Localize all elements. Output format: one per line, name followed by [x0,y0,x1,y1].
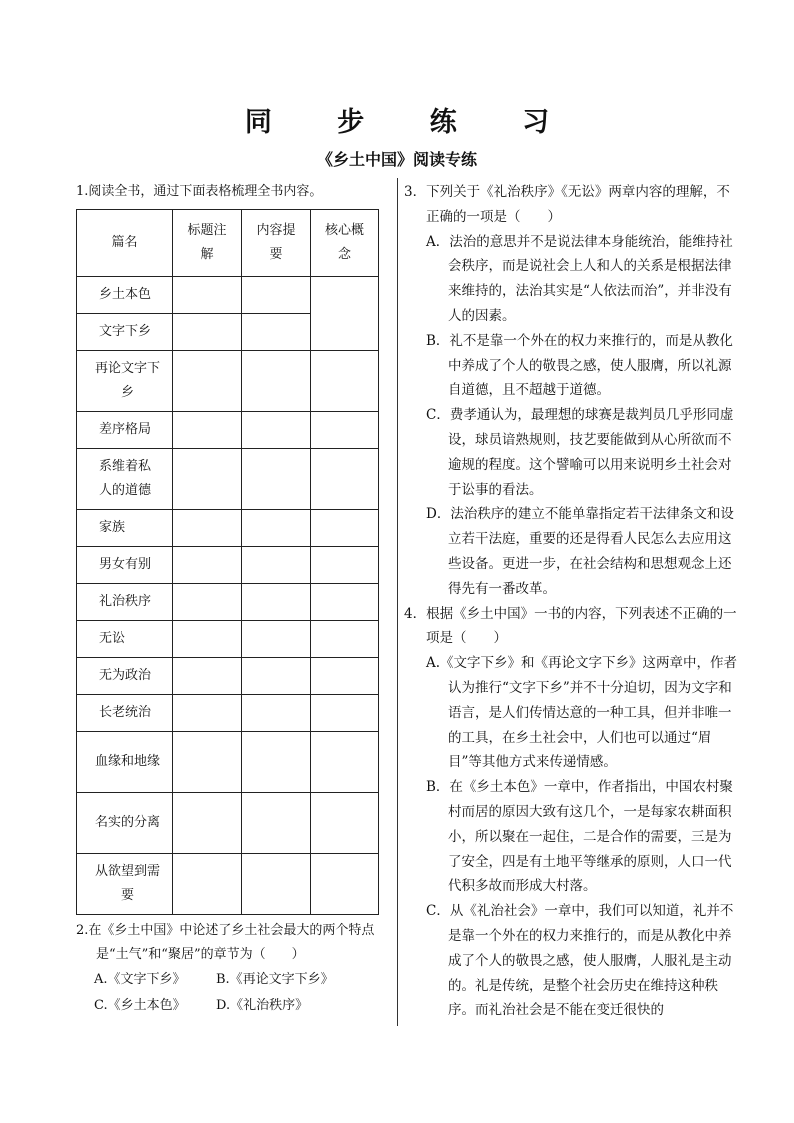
table-header-cell: 内容提要 [242,210,311,277]
answer-cell[interactable] [311,854,379,915]
answer-cell[interactable] [173,854,242,915]
question-2-option-b[interactable]: B.《再论文字下乡》 [216,972,334,987]
answer-cell[interactable] [242,351,311,412]
chapter-name-cell: 乡土本色 [77,277,173,314]
chapter-name-cell: 血缘和地缘 [77,732,173,793]
answer-cell[interactable] [311,732,379,793]
table-row [77,732,379,793]
table-header-cell: 篇名 [77,210,173,277]
answer-cell[interactable] [311,658,379,695]
answer-cell-merged[interactable] [311,277,379,351]
answer-cell[interactable] [242,854,311,915]
table-row [77,547,379,584]
question-3-option-a[interactable]: A．法治的意思并不是说法律本身能统治，能维持社会秩序，而是说社会上人和人的关系是根据法律来维持的，法治其实是“人依法而治”，并非没有人的因素。 [426,233,733,324]
answer-cell[interactable] [311,412,379,449]
answer-cell[interactable] [173,277,242,314]
answer-cell[interactable] [173,449,242,510]
table-row [77,412,379,449]
table-row [77,658,379,695]
answer-cell[interactable] [311,621,379,658]
chapter-name-cell: 从欲望到需要 [77,854,173,915]
question-4-option-c[interactable]: C．从《礼治社会》一章中，我们可以知道，礼并不是靠一个外在的权力来推行的，而是从教化中养成了个人的敬畏之感，使人服膺，人服礼是主动的。礼是传统，是整个社会历史在维持这种秩序。而礼治社会是不能在变迁很快的 [426,903,734,1019]
table-row [77,277,379,314]
answer-cell[interactable] [173,314,242,351]
chapter-name-cell: 礼治秩序 [77,584,173,621]
right-column [404,180,738,1023]
question-2-stem: 2.在《乡土中国》中论述了乡土社会最大的两个特点是“土气”和“聚居”的章节为（ ） [76,923,375,962]
answer-cell[interactable] [242,732,311,793]
answer-cell[interactable] [242,510,311,547]
answer-cell[interactable] [311,584,379,621]
question-3-option-d[interactable]: D．法治秩序的建立不能单靠指定若干法律条文和设立若干法庭，重要的还是得看人民怎么去应用这些设备。更进一步，在社会结构和思想观念上还得先有一番改革。 [426,506,734,597]
chapter-name-cell: 差序格局 [77,412,173,449]
answer-cell[interactable] [311,351,379,412]
question-4-option-b[interactable]: B．在《乡土本色》一章中，作者指出，中国农村聚村而居的原因大致有这几个，一是每家农耕面积小，所以聚在一起住，二是合作的需要，三是为了安全，四是有土地平等继承的原则，人口一代代积多故而形成大村落。 [426,779,733,895]
answer-cell[interactable] [242,695,311,732]
table-header-cell: 核心概念 [311,210,379,277]
answer-cell[interactable] [242,277,311,314]
question-2-options [76,967,386,1019]
chapter-name-cell: 男女有别 [77,547,173,584]
chapter-name-cell: 系维着私人的道德 [77,449,173,510]
answer-cell[interactable] [173,547,242,584]
question-3-option-b[interactable]: B．礼不是靠一个外在的权力来推行的，而是从教化中养成了个人的敬畏之感，使人服膺，所以礼源自道德，且不超越于道德。 [426,332,733,399]
answer-cell[interactable] [173,732,242,793]
answer-cell[interactable] [311,695,379,732]
chapter-name-cell: 文字下乡 [77,314,173,351]
page-title: 同 步 练 习 [244,107,578,138]
table-row [77,351,379,412]
left-column [76,180,386,1019]
table-row [77,510,379,547]
chapter-name-cell: 无为政治 [77,658,173,695]
table-row [77,449,379,510]
question-4-stem: 4．根据《乡土中国》一书的内容，下列表述不正确的一项是（ ） [404,605,737,647]
answer-cell[interactable] [173,695,242,732]
table-row [77,854,379,915]
answer-cell[interactable] [242,412,311,449]
answer-cell[interactable] [173,584,242,621]
question-1-stem: 1.阅读全书，通过下面表格梳理全书内容。 [76,184,323,199]
question-2-option-d[interactable]: D.《礼治秩序》 [216,998,309,1013]
answer-cell[interactable] [173,793,242,854]
page-subtitle: 《乡土中国》阅读专练 [316,150,477,169]
answer-cell[interactable] [242,584,311,621]
table-header-row [77,210,379,277]
answer-cell[interactable] [173,658,242,695]
answer-cell[interactable] [173,621,242,658]
question-3-stem: 3．下列关于《礼治秩序》《无讼》两章内容的理解，不正确的一项是（ ） [404,184,730,225]
column-divider [397,178,398,1026]
question-2-option-c[interactable]: C.《乡土本色》 [94,998,186,1013]
answer-cell[interactable] [242,314,311,351]
chapter-name-cell: 再论文字下乡 [77,351,173,412]
question-4-option-a[interactable]: A.《文字下乡》和《再论文字下乡》这两章中，作者认为推行“文字下乡”并不十分迫切，因为文字和语言，是人们传情达意的一种工具，但并非唯一的工具，在乡土社会中，人们也可以通过“眉目”等其他方式来传递情感。 [426,655,738,771]
table-row [77,695,379,732]
chapter-name-cell: 名实的分离 [77,793,173,854]
answer-cell[interactable] [242,621,311,658]
table-row [77,621,379,658]
answer-cell[interactable] [242,658,311,695]
answer-cell[interactable] [242,547,311,584]
answer-cell[interactable] [311,449,379,510]
question-2-option-a[interactable]: A.《文字下乡》 [94,972,186,987]
answer-cell[interactable] [311,510,379,547]
answer-cell[interactable] [173,412,242,449]
question-3-option-c[interactable]: C．费孝通认为，最理想的球赛是裁判员几乎形同虚设，球员谙熟规则，技艺要能做到从心所欲而不逾规的程度。这个譬喻可以用来说明乡土社会对于讼事的看法。 [426,407,734,498]
table-row [77,793,379,854]
book-outline-table [76,209,379,915]
answer-cell[interactable] [242,449,311,510]
answer-cell[interactable] [173,510,242,547]
answer-cell[interactable] [173,351,242,412]
chapter-name-cell: 无讼 [77,621,173,658]
table-row [77,584,379,621]
chapter-name-cell: 家族 [77,510,173,547]
answer-cell[interactable] [311,793,379,854]
answer-cell[interactable] [242,793,311,854]
table-header-cell: 标题注解 [173,210,242,277]
chapter-name-cell: 长老统治 [77,695,173,732]
answer-cell[interactable] [311,547,379,584]
